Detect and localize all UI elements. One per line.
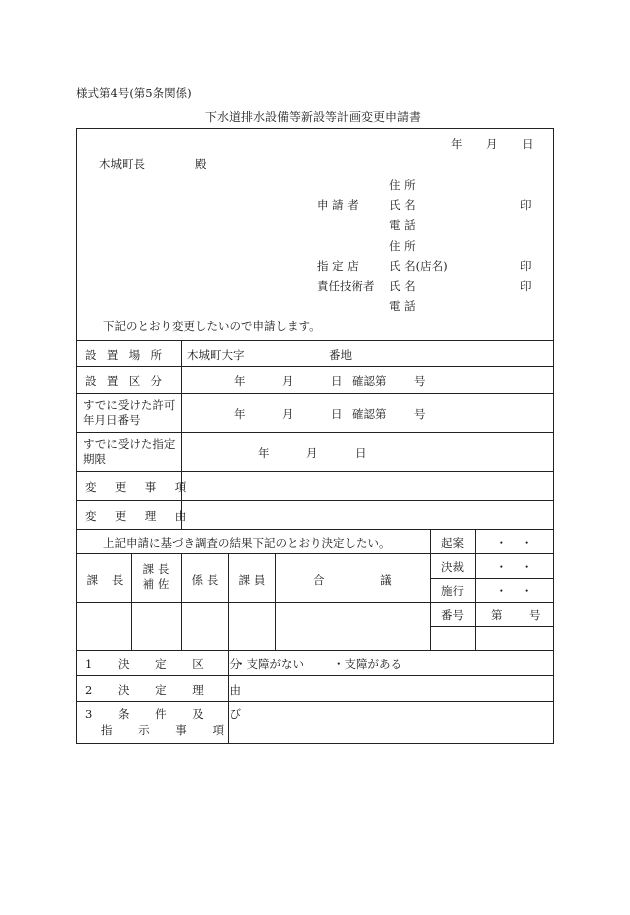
decision-category-label: 1 決 定 区 分 xyxy=(85,657,241,671)
staff-label: 課 員 xyxy=(238,573,266,587)
permit-year: 年 xyxy=(234,407,246,421)
engineer-seal: 印 xyxy=(520,279,532,293)
form-number: 様式第4号(第5条関係) xyxy=(76,86,192,100)
conditions-label-line1: 3 条 件 及 び xyxy=(85,707,241,721)
application-form xyxy=(76,128,554,744)
category-label: 設置区分 xyxy=(85,374,173,388)
change-items-label: 変更事項 xyxy=(85,480,205,494)
conditions-label-line2: 指 示 事 項 xyxy=(101,723,224,737)
permit-number: 号 xyxy=(414,407,426,421)
divider xyxy=(77,366,553,367)
applicant-address-label: 住 所 xyxy=(389,178,416,192)
contractor-name-label: 氏 名(店名) xyxy=(389,259,448,273)
date-year: 年 xyxy=(451,137,463,151)
deadline-year: 年 xyxy=(258,446,270,460)
page-title: 下水道排水設備等新設等計画変更申請書 xyxy=(205,110,422,124)
date-month: 月 xyxy=(486,137,498,151)
enforced-date: ・ ・ xyxy=(495,584,533,598)
decision-option-yes: ・支障がある xyxy=(333,657,402,671)
drafted-date: ・ ・ xyxy=(495,536,533,550)
applicant-name-label: 氏 名 xyxy=(389,198,416,212)
category-confirm: 確認第 xyxy=(352,374,387,388)
decision-option-no: ・支障がない xyxy=(235,657,304,671)
applicant-role-label: 申 請 者 xyxy=(317,198,359,212)
divider xyxy=(77,471,553,472)
divider xyxy=(430,578,553,579)
approved-label: 決裁 xyxy=(441,560,464,574)
engineer-name-label: 氏 名 xyxy=(389,279,416,293)
divider xyxy=(77,340,553,341)
divider xyxy=(77,650,553,651)
category-year: 年 xyxy=(234,374,246,388)
divider xyxy=(77,432,553,433)
permit-confirm: 確認第 xyxy=(352,407,387,421)
divider xyxy=(77,602,430,603)
category-day: 日 xyxy=(331,374,343,388)
section-chief-label: 課 長 xyxy=(86,573,124,587)
permit-label: すでに受けた許可年月日番号 xyxy=(83,398,176,427)
subsection-chief-label: 係 長 xyxy=(191,573,219,587)
divider xyxy=(228,553,229,650)
change-reason-label: 変更理由 xyxy=(85,509,205,523)
enforced-label: 施行 xyxy=(441,584,464,598)
divider xyxy=(77,701,553,702)
category-month: 月 xyxy=(282,374,294,388)
contractor-seal: 印 xyxy=(520,259,532,273)
location-town: 木城町大字 xyxy=(187,348,245,362)
approved-date: ・ ・ xyxy=(495,560,533,574)
divider xyxy=(181,553,182,650)
date-day: 日 xyxy=(522,137,534,151)
divider xyxy=(77,553,430,554)
request-text: 下記のとおり変更したいので申請します。 xyxy=(103,319,321,333)
deadline-month: 月 xyxy=(306,446,318,460)
contractor-address-label: 住 所 xyxy=(389,239,416,253)
divider xyxy=(77,500,553,501)
number-label: 番号 xyxy=(441,608,464,622)
divider xyxy=(430,602,553,603)
deadline-day: 日 xyxy=(355,446,367,460)
addressee-honorific: 殿 xyxy=(195,157,207,171)
divider xyxy=(430,553,553,554)
divider xyxy=(275,553,276,650)
decision-reason-label: 2 決 定 理 由 xyxy=(85,683,241,697)
divider xyxy=(77,393,553,394)
drafted-label: 起案 xyxy=(441,536,464,550)
divider xyxy=(77,529,553,530)
permit-month: 月 xyxy=(282,407,294,421)
number-suffix: 号 xyxy=(529,608,541,622)
contractor-role-label: 指 定 店 xyxy=(317,259,359,273)
engineer-role-label: 責任技術者 xyxy=(317,279,375,293)
divider xyxy=(430,626,553,627)
location-lot: 番地 xyxy=(329,348,352,362)
engineer-phone-label: 電 話 xyxy=(389,299,416,313)
permit-day: 日 xyxy=(331,407,343,421)
divider xyxy=(77,675,553,676)
applicant-seal: 印 xyxy=(520,198,532,212)
addressee-name: 木城町長 xyxy=(99,157,145,171)
number-prefix: 第 xyxy=(491,608,503,622)
divider xyxy=(131,553,132,650)
decision-text: 上記申請に基づき調査の結果下記のとおり決定したい。 xyxy=(103,536,391,550)
consultation-label: 合 議 xyxy=(313,573,392,587)
deputy-chief-label: 課 長 補 佐 xyxy=(142,562,170,591)
location-label: 設置場所 xyxy=(85,348,173,362)
applicant-phone-label: 電 話 xyxy=(389,218,416,232)
category-number: 号 xyxy=(414,374,426,388)
deadline-label: すでに受けた指定期限 xyxy=(83,437,176,466)
